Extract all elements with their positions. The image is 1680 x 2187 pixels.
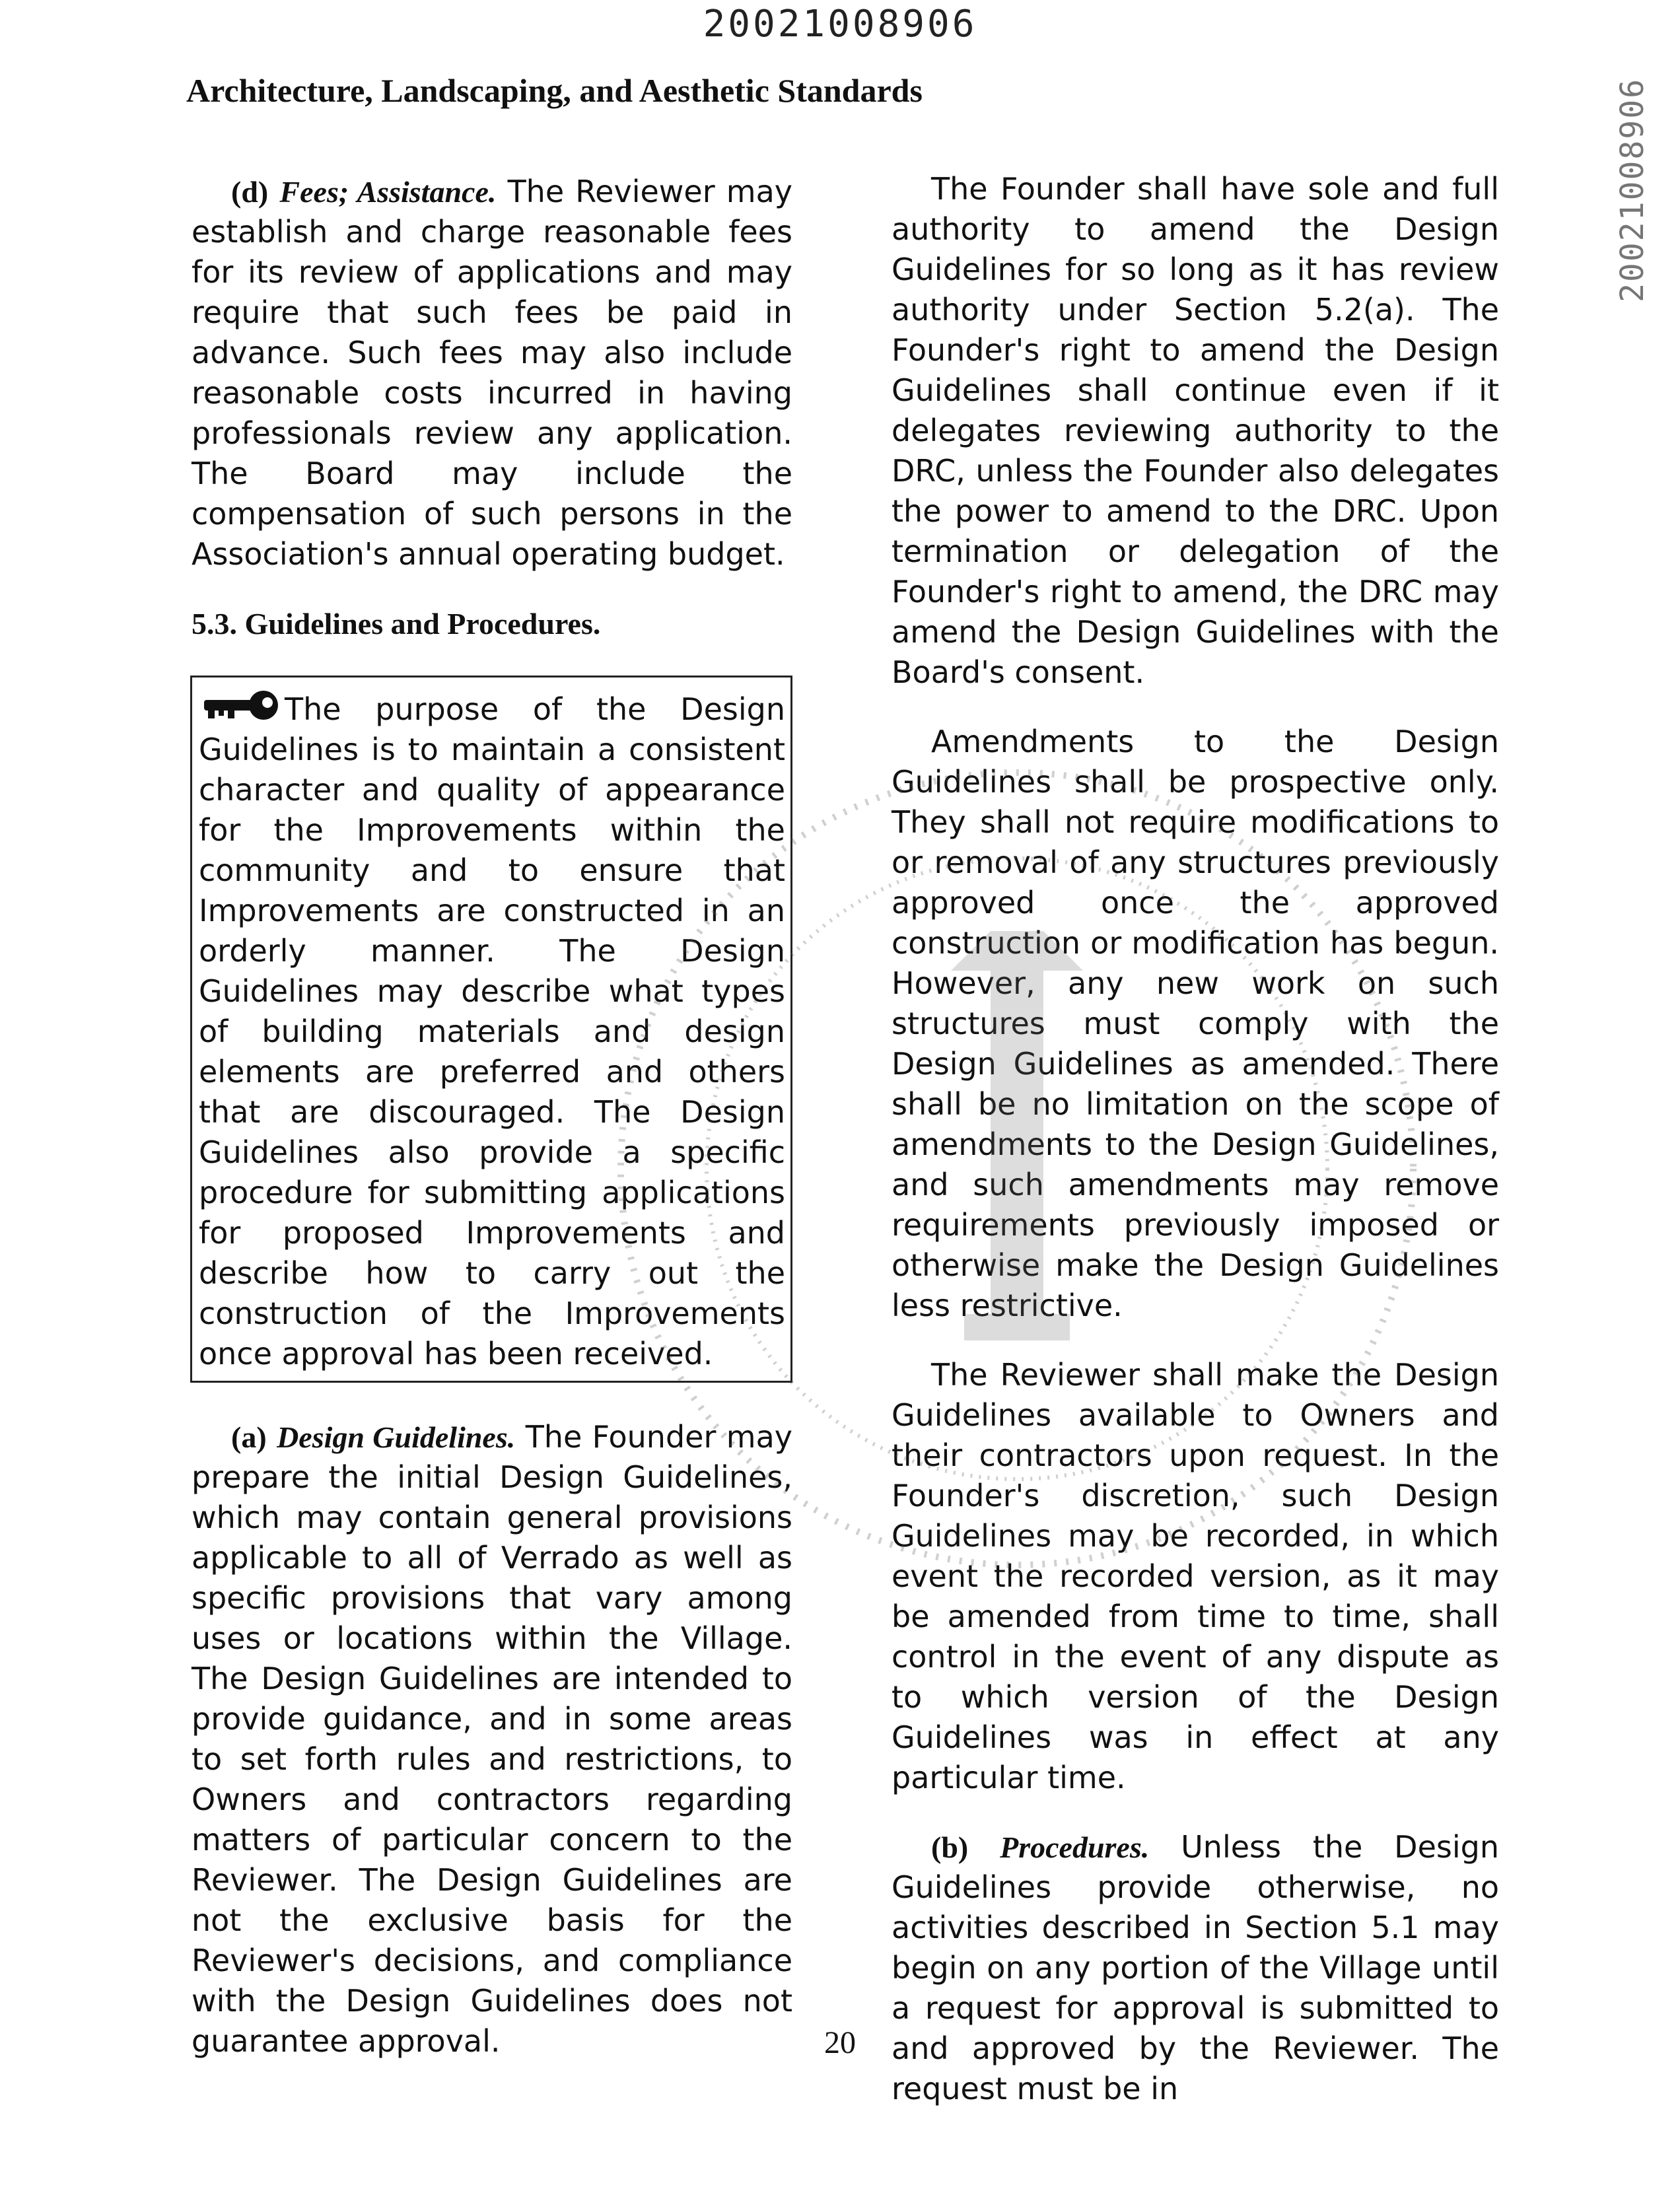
callout-text: The purpose of the Design Guidelines is to maintain a consistent character and quality of appearance for the Improvements within the community and to ensure that Improvements are constructed in an orderly manner. The Design Guidelines may describe what types of building materials and design elements are preferred and others that are discouraged. The Design Guidelines also provide a specific procedure for submitting applications for proposed Improvements and describe how to carry out the construction of the Improvements once approval has been received.: [199, 691, 785, 1371]
fees-text: The Reviewer may establish and charge reasonable fees for its review of applications and may require that such fees be paid in advance. Such fees may also include reasonable costs incurred in having professionals review any application. The Board may include the compensation of such persons in the Association's annual operating budget.: [192, 174, 793, 572]
document-number: 20021008906: [703, 3, 977, 46]
fees-label: (d): [231, 175, 269, 209]
procedures-text: Unless the Design Guidelines provide otherwise, no activities described in Section 5.1 may begin on any portion of the Village until a request for approval is submitted to and approved by the Reviewer. The request must be in: [892, 1829, 1500, 2106]
procedures-title: Procedures.: [1000, 1830, 1150, 1864]
availability-paragraph: The Reviewer shall make the Design Guidelines available to Owners and their contractors upon request. In the Founder's discretion, such Design Guidelines may be recorded, in which event the recorded version, as it may be amended from time to time, shall control in the event of any dispute as to which version of the Design Guidelines was in effect at any particular time.: [892, 1357, 1499, 1795]
fees-paragraph: [192, 172, 792, 574]
design-guidelines-label: (a): [231, 1420, 267, 1454]
design-guidelines-paragraph: [192, 1417, 792, 2062]
key-icon: [199, 687, 285, 724]
right-column: [892, 169, 1499, 2138]
procedures-label: (b): [931, 1830, 969, 1864]
design-guidelines-title: Design Guidelines.: [277, 1420, 516, 1454]
page-number: 20: [824, 2025, 856, 2060]
amendment-authority-paragraph: The Founder shall have sole and full authority to amend the Design Guidelines for so long as it has review authority under Section 5.2(a). The Founder's right to amend the Design Guidelines shall continue even if it delegates reviewing authority to the DRC, unless the Founder also delegates the power to amend to the DRC. Upon termination or delegation of the Founder's right to amend, the DRC may amend the Design Guidelines with the Board's consent.: [892, 171, 1499, 690]
section-heading: 5.3. Guidelines and Procedures.: [192, 607, 601, 641]
side-stamp: 20021008906: [1614, 78, 1651, 302]
fees-title: Fees; Assistance.: [279, 175, 497, 209]
design-guidelines-text: The Founder may prepare the initial Design Guidelines, which may contain general provisions applicable to all of Verrado as well as specific provisions that vary among uses or locations within the Village. The Design Guidelines are intended to provide guidance, and in some areas to set forth rules and restrictions, to Owners and contractors regarding matters of particular concern to the Reviewer. The Design Guidelines are not the exclusive basis for the Reviewer's decisions, and compliance with the Design Guidelines does not guarantee approval.: [192, 1419, 793, 2059]
callout-box: [190, 676, 792, 1383]
procedures-paragraph: [892, 1827, 1499, 2109]
running-head: Architecture, Landscaping, and Aesthetic Standards: [186, 72, 923, 109]
left-column: [192, 172, 792, 2091]
amendments-paragraph: Amendments to the Design Guidelines shall be prospective only. They shall not require modifications to or removal of any structures previously approved once the approved construction or modification has begun. However, any new work on such structures must comply with the Design Guidelines as amended. There shall be no limitation on the scope of amendments to the Design Guidelines, and such amendments may remove requirements previously imposed or otherwise make the Design Guidelines less restrictive.: [892, 724, 1499, 1323]
